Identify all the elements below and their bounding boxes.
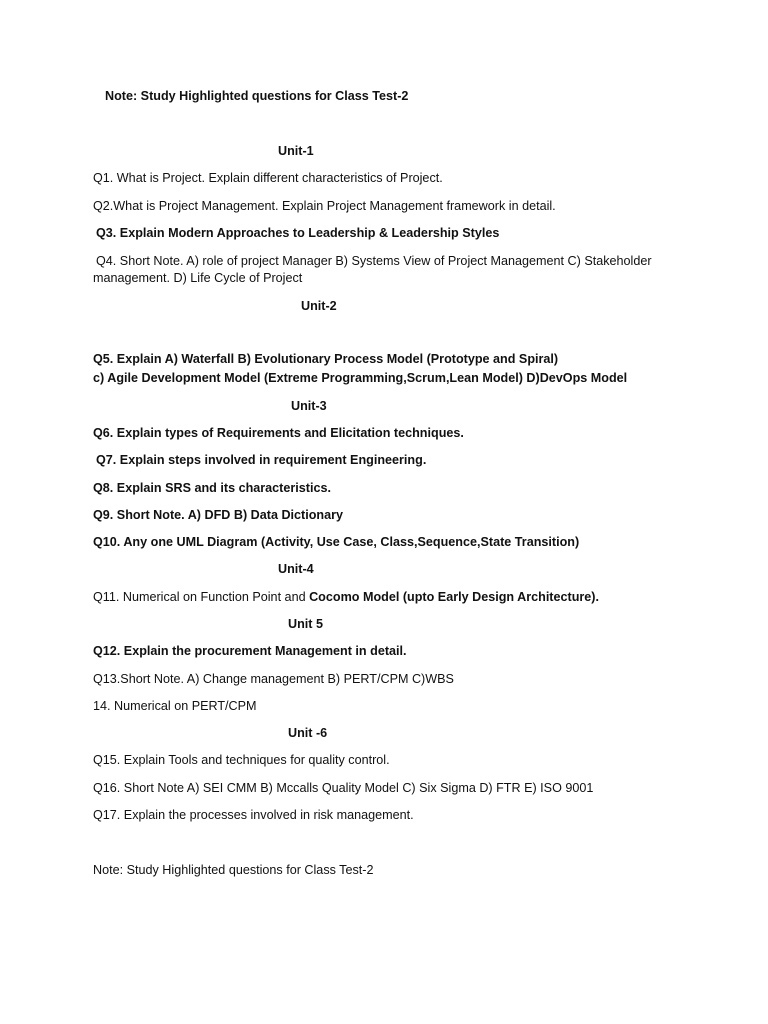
question-9: Q9. Short Note. A) DFD B) Data Dictionary bbox=[93, 508, 344, 522]
question-8: Q8. Explain SRS and its characteristics. bbox=[93, 481, 331, 495]
top-note: Note: Study Highlighted questions for Class Test-2 bbox=[105, 89, 409, 103]
unit-6-heading: Unit -6 bbox=[288, 726, 328, 740]
question-14: 14. Numerical on PERT/CPM bbox=[93, 699, 257, 713]
question-2: Q2.What is Project Management. Explain Project Management framework in detail. bbox=[93, 199, 556, 213]
question-13: Q13.Short Note. A) Change management B) PERT/CPM C)WBS bbox=[93, 672, 454, 686]
question-5-line-1: Q5. Explain A) Waterfall B) Evolutionary Process Model (Prototype and Spiral) bbox=[93, 352, 559, 366]
question-11-text: Q11. Numerical on Function Point and bbox=[93, 590, 310, 604]
unit-1-heading: Unit-1 bbox=[278, 144, 314, 158]
question-6: Q6. Explain types of Requirements and Elicitation techniques. bbox=[93, 426, 464, 440]
unit-3-heading: Unit-3 bbox=[291, 399, 327, 413]
question-17: Q17. Explain the processes involved in risk management. bbox=[93, 808, 414, 822]
question-4: Q4. Short Note. A) role of project Manager B) Systems View of Project Management C) Stakeholder management. D) Life Cycle of Project bbox=[93, 254, 652, 285]
question-7: Q7. Explain steps involved in requirement Engineering. bbox=[96, 453, 427, 467]
question-12: Q12. Explain the procurement Management in detail. bbox=[93, 644, 407, 658]
question-11-highlight: Cocomo Model (upto Early Design Architecture). bbox=[309, 590, 599, 604]
question-3: Q3. Explain Modern Approaches to Leadership & Leadership Styles bbox=[96, 226, 500, 240]
unit-5-heading: Unit 5 bbox=[288, 617, 323, 631]
question-15: Q15. Explain Tools and techniques for quality control. bbox=[93, 753, 390, 767]
question-5-line-2: c) Agile Development Model (Extreme Programming,Scrum,Lean Model) D)DevOps Model bbox=[93, 371, 628, 385]
question-10: Q10. Any one UML Diagram (Activity, Use Case, Class,Sequence,State Transition) bbox=[93, 535, 580, 549]
bottom-note: Note: Study Highlighted questions for Class Test-2 bbox=[93, 863, 374, 877]
question-16: Q16. Short Note A) SEI CMM B) Mccalls Quality Model C) Six Sigma D) FTR E) ISO 9001 bbox=[93, 781, 594, 795]
unit-2-heading: Unit-2 bbox=[301, 299, 337, 313]
unit-4-heading: Unit-4 bbox=[278, 562, 314, 576]
question-11 bbox=[93, 589, 599, 606]
question-1: Q1. What is Project. Explain different characteristics of Project. bbox=[93, 171, 443, 185]
